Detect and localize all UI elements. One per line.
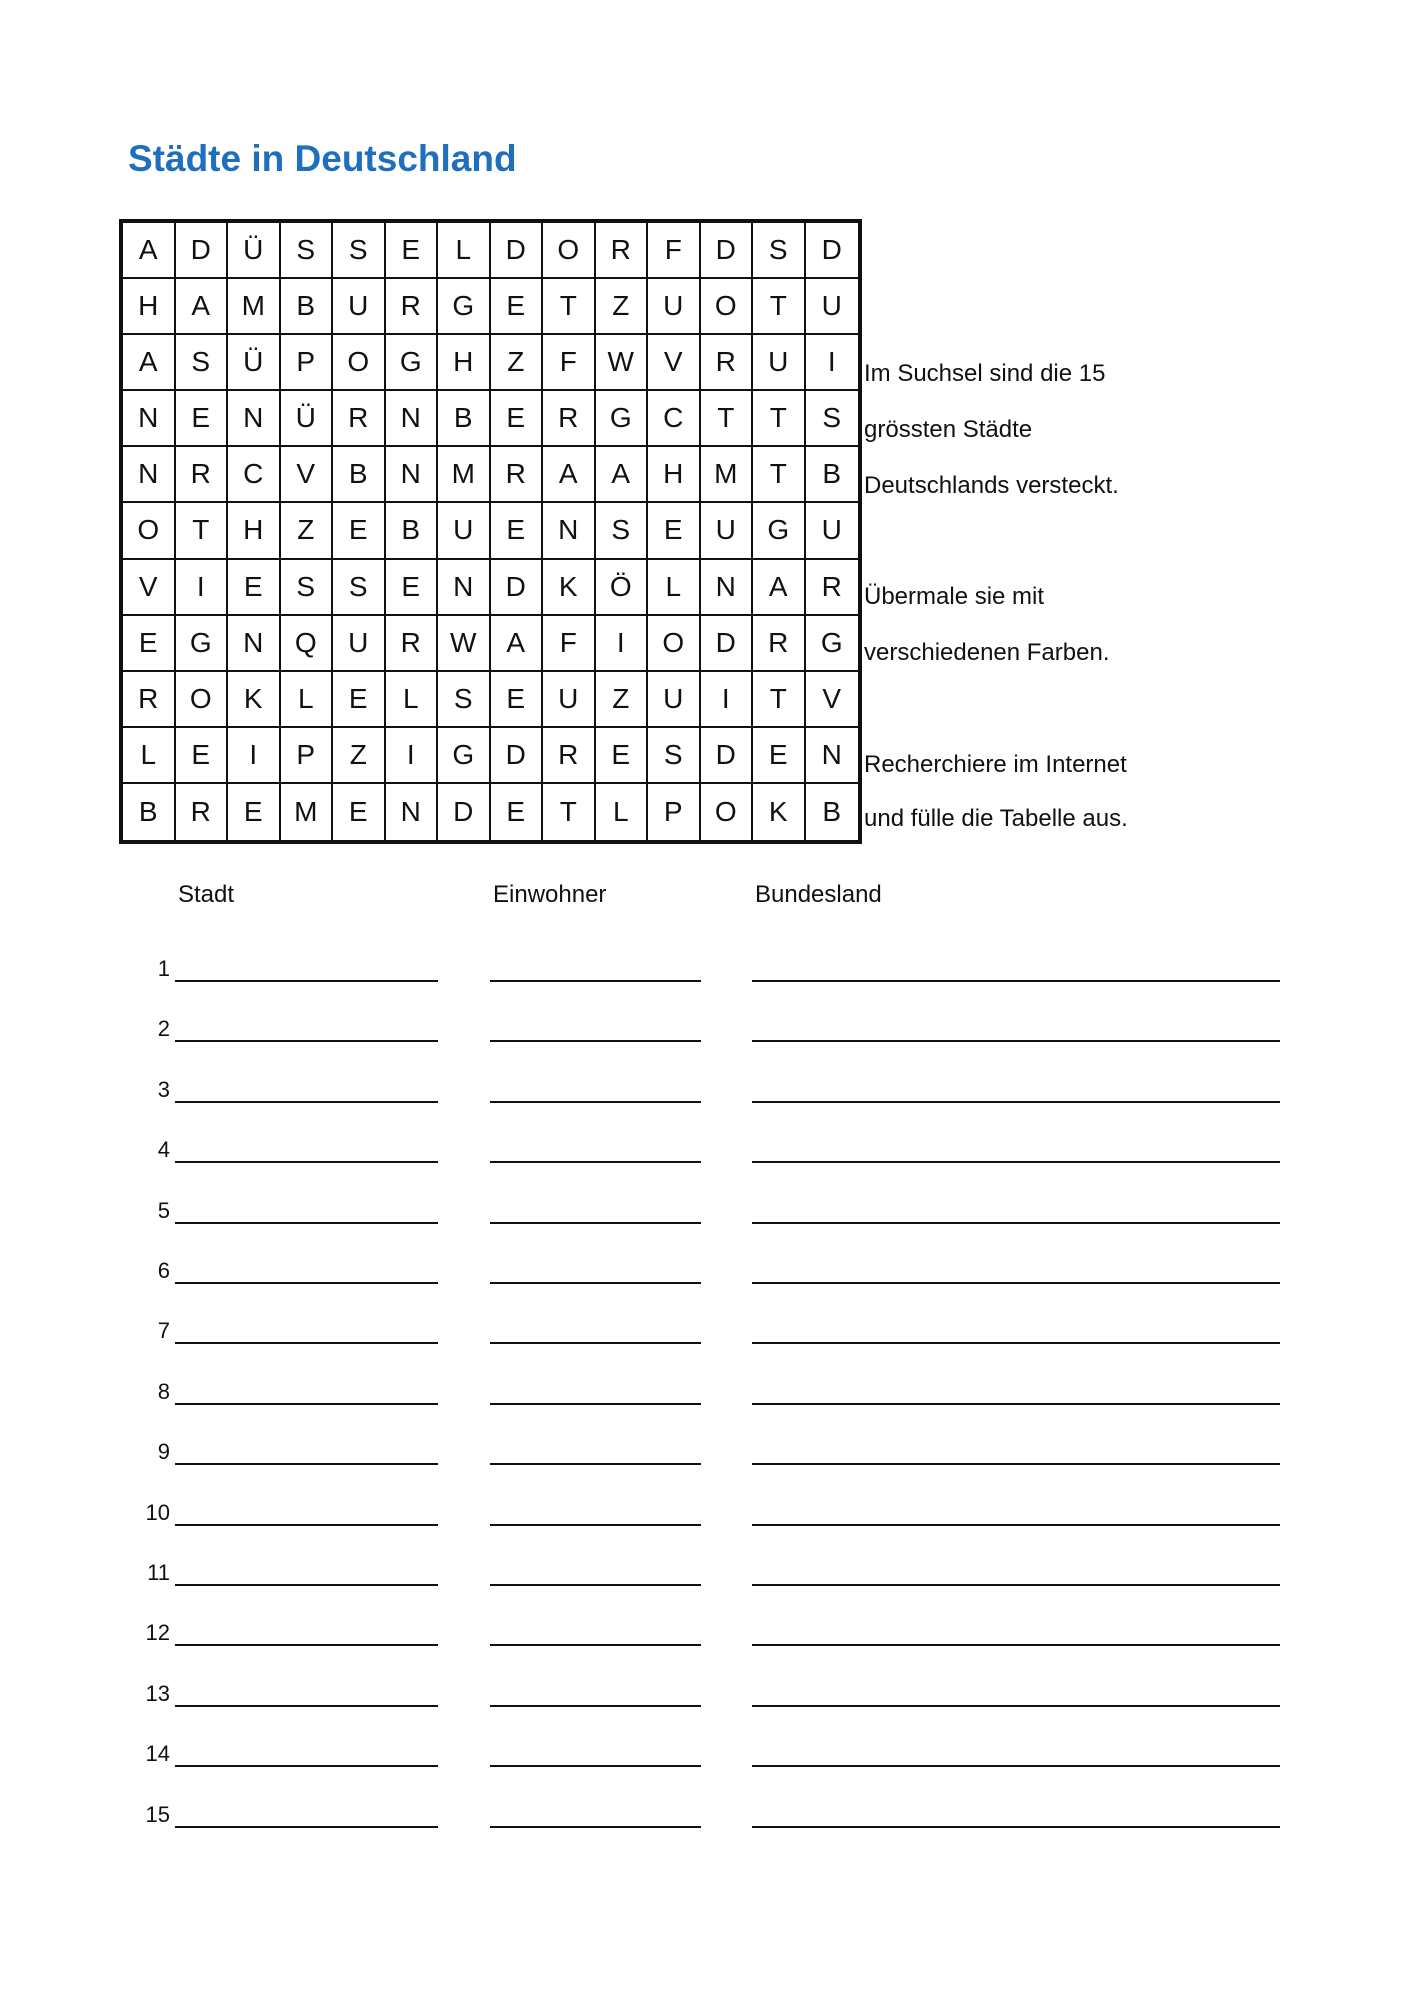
grid-cell: L <box>438 223 491 279</box>
grid-cell: I <box>701 672 754 728</box>
stadt-answer-line[interactable] <box>175 1040 438 1042</box>
bundesland-answer-line[interactable] <box>752 1342 1280 1344</box>
grid-cell: L <box>123 728 176 784</box>
grid-cell: N <box>543 503 596 559</box>
einwohner-answer-line[interactable] <box>490 1282 701 1284</box>
grid-cell: A <box>491 616 544 672</box>
grid-cell: E <box>228 560 281 616</box>
answer-row <box>0 1496 1414 1526</box>
row-number: 2 <box>157 1016 170 1042</box>
grid-cell: B <box>281 279 334 335</box>
row-number: 7 <box>157 1318 170 1344</box>
grid-cell: S <box>596 503 649 559</box>
grid-cell: H <box>648 447 701 503</box>
einwohner-answer-line[interactable] <box>490 1765 701 1767</box>
grid-cell: W <box>438 616 491 672</box>
row-number: 15 <box>145 1801 170 1827</box>
grid-cell: G <box>438 728 491 784</box>
grid-cell: Z <box>333 728 386 784</box>
grid-cell: E <box>333 784 386 840</box>
einwohner-answer-line[interactable] <box>490 1040 701 1042</box>
stadt-answer-line[interactable] <box>175 980 438 982</box>
grid-cell: F <box>543 335 596 391</box>
grid-cell: E <box>491 279 544 335</box>
stadt-answer-line[interactable] <box>175 1705 438 1707</box>
grid-cell: D <box>176 223 229 279</box>
grid-cell: H <box>123 279 176 335</box>
column-header-stadt: Stadt <box>178 881 235 908</box>
instruction-line: Deutschlands versteckt. <box>864 472 1119 499</box>
grid-cell: D <box>491 728 544 784</box>
grid-cell: N <box>701 560 754 616</box>
bundesland-answer-line[interactable] <box>752 1584 1280 1586</box>
row-number: 10 <box>145 1499 170 1525</box>
bundesland-answer-line[interactable] <box>752 1403 1280 1405</box>
column-header-bundesland: Bundesland <box>755 881 882 908</box>
grid-cell: R <box>753 616 806 672</box>
grid-cell: N <box>123 447 176 503</box>
row-number: 4 <box>157 1137 170 1163</box>
instruction-line: grössten Städte <box>864 416 1033 443</box>
grid-cell: K <box>543 560 596 616</box>
grid-cell: B <box>806 447 859 503</box>
answer-row <box>0 1556 1414 1586</box>
grid-cell: T <box>543 784 596 840</box>
grid-cell: T <box>176 503 229 559</box>
einwohner-answer-line[interactable] <box>490 1826 701 1828</box>
grid-cell: T <box>701 391 754 447</box>
grid-cell: L <box>596 784 649 840</box>
grid-cell: U <box>806 279 859 335</box>
grid-cell: T <box>753 279 806 335</box>
grid-cell: B <box>333 447 386 503</box>
grid-cell: S <box>281 223 334 279</box>
stadt-answer-line[interactable] <box>175 1282 438 1284</box>
column-header-einwohner: Einwohner <box>493 881 607 908</box>
grid-cell: U <box>543 672 596 728</box>
stadt-answer-line[interactable] <box>175 1584 438 1586</box>
grid-cell: S <box>333 560 386 616</box>
grid-cell: L <box>281 672 334 728</box>
grid-cell: O <box>176 672 229 728</box>
grid-cell: G <box>806 616 859 672</box>
grid-cell: H <box>438 335 491 391</box>
grid-cell: Z <box>491 335 544 391</box>
stadt-answer-line[interactable] <box>175 1222 438 1224</box>
grid-cell: U <box>806 503 859 559</box>
row-number: 6 <box>157 1258 170 1283</box>
bundesland-answer-line[interactable] <box>752 1040 1280 1042</box>
grid-cell: R <box>543 728 596 784</box>
grid-cell: E <box>386 223 439 279</box>
grid-cell: F <box>648 223 701 279</box>
grid-cell: Z <box>281 503 334 559</box>
grid-cell: L <box>386 672 439 728</box>
grid-cell: A <box>123 335 176 391</box>
bundesland-answer-line[interactable] <box>752 1524 1280 1526</box>
grid-cell: U <box>648 672 701 728</box>
grid-cell: R <box>596 223 649 279</box>
grid-cell: E <box>491 391 544 447</box>
stadt-answer-line[interactable] <box>175 1342 438 1344</box>
answer-row <box>0 1073 1414 1103</box>
grid-cell: G <box>176 616 229 672</box>
stadt-answer-line[interactable] <box>175 1403 438 1405</box>
bundesland-answer-line[interactable] <box>752 1222 1280 1224</box>
stadt-answer-line[interactable] <box>175 1101 438 1103</box>
grid-cell: M <box>438 447 491 503</box>
page-title: Städte in Deutschland <box>128 138 517 179</box>
grid-cell: S <box>753 223 806 279</box>
grid-cell: G <box>596 391 649 447</box>
instruction-line: und fülle die Tabelle aus. <box>864 805 1128 832</box>
grid-cell: E <box>333 672 386 728</box>
grid-cell: U <box>333 616 386 672</box>
grid-cell: R <box>123 672 176 728</box>
grid-cell: Ü <box>228 223 281 279</box>
word-search-grid <box>119 219 862 844</box>
grid-cell: P <box>648 784 701 840</box>
grid-cell: T <box>753 391 806 447</box>
grid-cell: I <box>386 728 439 784</box>
bundesland-answer-line[interactable] <box>752 1765 1280 1767</box>
grid-cell: O <box>648 616 701 672</box>
grid-cell: R <box>176 447 229 503</box>
einwohner-answer-line[interactable] <box>490 980 701 982</box>
grid-cell: A <box>753 560 806 616</box>
row-number: 8 <box>157 1378 170 1404</box>
grid-cell: T <box>753 672 806 728</box>
grid-cell: L <box>648 560 701 616</box>
grid-cell: O <box>701 279 754 335</box>
grid-cell: R <box>386 616 439 672</box>
bundesland-answer-line[interactable] <box>752 980 1280 982</box>
grid-cell: E <box>176 728 229 784</box>
row-number: 11 <box>147 1560 170 1585</box>
grid-cell: H <box>228 503 281 559</box>
row-number: 14 <box>145 1741 170 1767</box>
grid-cell: E <box>753 728 806 784</box>
grid-cell: G <box>386 335 439 391</box>
grid-cell: U <box>333 279 386 335</box>
grid-cell: S <box>438 672 491 728</box>
grid-cell: I <box>176 560 229 616</box>
grid-cell: V <box>123 560 176 616</box>
bundesland-answer-line[interactable] <box>752 1161 1280 1163</box>
answer-row <box>0 1254 1414 1284</box>
answer-row <box>0 1314 1414 1344</box>
grid-cell: S <box>648 728 701 784</box>
row-number: 12 <box>145 1620 170 1646</box>
grid-cell: B <box>822 795 842 827</box>
grid-cell: D <box>701 616 754 672</box>
row-number: 1 <box>157 956 170 981</box>
grid-cell: Z <box>596 672 649 728</box>
grid-cell: B <box>438 391 491 447</box>
bundesland-answer-line[interactable] <box>752 1463 1280 1465</box>
stadt-answer-line[interactable] <box>175 1826 438 1828</box>
bundesland-answer-line[interactable] <box>752 1644 1280 1646</box>
instruction-line: Im Suchsel sind die 15 <box>864 360 1106 387</box>
einwohner-answer-line[interactable] <box>490 1161 701 1163</box>
answer-row <box>0 1194 1414 1224</box>
grid-cell: N <box>386 447 439 503</box>
answer-row <box>0 952 1414 982</box>
grid-cell: R <box>176 784 229 840</box>
grid-cell: Ö <box>596 560 649 616</box>
einwohner-answer-line[interactable] <box>490 1524 701 1526</box>
grid-cell: U <box>753 335 806 391</box>
grid-cell: R <box>701 335 754 391</box>
grid-cell: P <box>281 728 334 784</box>
grid-cell: M <box>281 784 334 840</box>
answer-row <box>0 1012 1414 1042</box>
grid-cell: N <box>386 391 439 447</box>
grid-cell: R <box>386 279 439 335</box>
grid-cell: S <box>281 560 334 616</box>
grid-cell: V <box>806 672 859 728</box>
bundesland-answer-line[interactable] <box>752 1282 1280 1284</box>
grid-cell: D <box>491 223 544 279</box>
einwohner-answer-line[interactable] <box>490 1705 701 1707</box>
answer-row <box>0 1616 1414 1646</box>
instruction-line: Übermale sie mit <box>864 583 1045 610</box>
grid-cell: W <box>596 335 649 391</box>
grid-cell: C <box>648 391 701 447</box>
grid-cell: D <box>701 223 754 279</box>
grid-cell: D <box>438 784 491 840</box>
grid-cell: I <box>228 728 281 784</box>
grid-cell: D <box>806 223 859 279</box>
grid-cell: N <box>123 391 176 447</box>
grid-cell: E <box>491 672 544 728</box>
grid-cell: N <box>438 560 491 616</box>
grid-cell: V <box>648 335 701 391</box>
grid-cell: S <box>806 391 859 447</box>
row-number: 9 <box>157 1439 170 1465</box>
bundesland-answer-line[interactable] <box>752 1705 1280 1707</box>
row-number: 13 <box>145 1680 170 1706</box>
grid-cell: B <box>123 784 176 840</box>
grid-cell: I <box>806 335 859 391</box>
grid-cell: G <box>438 279 491 335</box>
grid-cell: Q <box>281 616 334 672</box>
instruction-line: verschiedenen Farben. <box>864 639 1110 666</box>
grid-cell: N <box>806 728 859 784</box>
grid-cell: F <box>543 616 596 672</box>
grid-cell: E <box>333 503 386 559</box>
grid-cell: T <box>543 279 596 335</box>
answer-row <box>0 1677 1414 1707</box>
einwohner-answer-line[interactable] <box>490 1101 701 1103</box>
einwohner-answer-line[interactable] <box>490 1463 701 1465</box>
grid-cell: K <box>228 672 281 728</box>
answer-row <box>0 1798 1414 1828</box>
grid-cell: Ü <box>281 391 334 447</box>
grid-cell: O <box>333 335 386 391</box>
grid-cell: E <box>491 503 544 559</box>
stadt-answer-line[interactable] <box>175 1644 438 1646</box>
grid-cell: O <box>123 503 176 559</box>
row-number: 5 <box>157 1197 170 1223</box>
grid-cell: U <box>438 503 491 559</box>
grid-cell: E <box>648 503 701 559</box>
answer-row <box>0 1133 1414 1163</box>
grid-cell: M <box>228 279 281 335</box>
grid-cell: S <box>333 223 386 279</box>
row-number: 3 <box>157 1076 170 1102</box>
grid-cell: A <box>596 447 649 503</box>
grid-cell: R <box>333 391 386 447</box>
grid-cell: N <box>228 616 281 672</box>
grid-cell: E <box>176 391 229 447</box>
stadt-answer-line[interactable] <box>175 1161 438 1163</box>
einwohner-answer-line[interactable] <box>490 1584 701 1586</box>
stadt-answer-line[interactable] <box>175 1765 438 1767</box>
grid-cell: B <box>386 503 439 559</box>
grid-cell: M <box>701 447 754 503</box>
grid-cell: C <box>228 447 281 503</box>
bundesland-answer-line[interactable] <box>752 1101 1280 1103</box>
grid-cell: R <box>806 560 859 616</box>
grid-cell: A <box>123 223 176 279</box>
instruction-line: Recherchiere im Internet <box>864 751 1127 778</box>
grid-cell: E <box>228 784 281 840</box>
grid-cell: O <box>543 223 596 279</box>
grid-cell: O <box>701 784 754 840</box>
einwohner-answer-line[interactable] <box>490 1342 701 1344</box>
grid-cell: G <box>753 503 806 559</box>
grid-cell: Ü <box>228 335 281 391</box>
grid-cell: S <box>176 335 229 391</box>
answer-row <box>0 1375 1414 1405</box>
grid-cell: E <box>123 616 176 672</box>
grid-cell: R <box>543 391 596 447</box>
grid-cell: U <box>701 503 754 559</box>
grid-cell: A <box>543 447 596 503</box>
einwohner-answer-line[interactable] <box>490 1222 701 1224</box>
grid-cell: P <box>281 335 334 391</box>
einwohner-answer-line[interactable] <box>490 1403 701 1405</box>
answer-row <box>0 1737 1414 1767</box>
grid-cell: I <box>596 616 649 672</box>
stadt-answer-line[interactable] <box>175 1463 438 1465</box>
answer-row <box>0 1435 1414 1465</box>
grid-cell: K <box>753 784 806 840</box>
grid-cell: E <box>491 784 544 840</box>
grid-cell: E <box>386 560 439 616</box>
grid-cell: V <box>281 447 334 503</box>
grid-cell: A <box>176 279 229 335</box>
grid-cell: Z <box>596 279 649 335</box>
grid-cell: N <box>386 784 439 840</box>
grid-cell: U <box>648 279 701 335</box>
grid-cell: D <box>491 560 544 616</box>
grid-cell: E <box>596 728 649 784</box>
bundesland-answer-line[interactable] <box>752 1826 1280 1828</box>
stadt-answer-line[interactable] <box>175 1524 438 1526</box>
grid-cell: D <box>701 728 754 784</box>
grid-cell: R <box>491 447 544 503</box>
grid-cell: N <box>228 391 281 447</box>
grid-cell: T <box>753 447 806 503</box>
einwohner-answer-line[interactable] <box>490 1644 701 1646</box>
